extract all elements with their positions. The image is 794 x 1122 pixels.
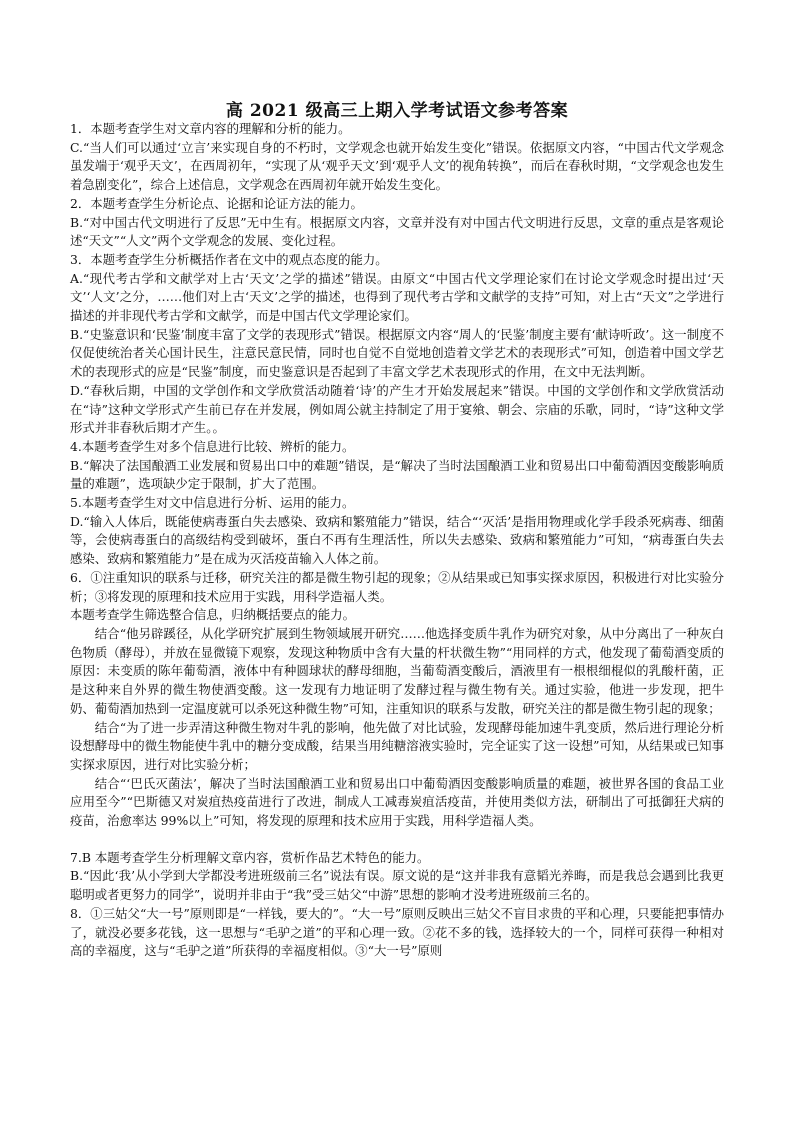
paragraph: 1．本题考查学生对文章内容的理解和分析的能力。	[70, 121, 351, 136]
paragraph: 5.本题考查学生对文中信息进行分析、运用的能力。	[70, 495, 355, 511]
paragraph: D.“输入人体后，既能使病毒蛋白失去感染、致病和繁殖能力”错误，结合“‘灭活’是指用物理或化学手段杀死病毒、细菌等，会使病毒蛋白的高级结构受到破坏，蛋白不再有生理活性，所以失去感染、致病和繁殖能力”可知，“病毒蛋白失去感染、致病和繁殖能力”是在成为灭活疫苗输入人体之前。	[70, 513, 724, 567]
paragraph: 4.本题考查学生对多个信息进行比较、辨析的能力。	[70, 438, 355, 454]
paragraph: 2．本题考查学生分析论点、论据和论证方法的能力。	[70, 195, 363, 211]
paragraph: B.“对中国古代文明进行了反思”无中生有。根据原文内容，文章并没有对中国古代文明进行反思，文章的重点是客观论述“天文”“人文”两个文学观念的发展、变化过程。	[70, 214, 724, 249]
indented-paragraph: 结合“‘巴氏灭菌法’，解决了当时法国酿酒工业和贸易出口中葡萄酒因变酸影响质量的难题，被世界各国的食品工业应用至今”“巴斯德又对炭疽热疫苗进行了改进，制成人工减毒炭疽活疫苗，并使用类似方法，研制出了可抵御狂犬病的疫苗，治愈率达 99%以上”可知，将发现的原理和技术应用于实践，用科学造福人类。	[70, 775, 724, 829]
paragraph: D.“春秋后期，中国的文学创作和文学欣赏活动随着‘诗’的产生才开始发展起来”错误。中国的文学创作和文学欣赏活动在“诗”这种文学形式产生前已存在并发展，例如周公就主持制定了用于宴飨、朝会、宗庙的乐歌，同时，“诗”这种文学形式并非春秋后期才产生。。	[70, 382, 724, 436]
indented-paragraph: 结合“为了进一步弄清这种微生物对牛乳的影响，他先做了对比试验，发现酵母能加速牛乳变质，然后进行理论分析设想酵母中的微生物能使牛乳中的糖分变成酸，结果当用纯糖溶液实验时，完全证实了这一设想”可知，从结果或已知事实探求原因，进行对比实验分析；	[70, 719, 724, 772]
paragraph: 本题考查学生筛选整合信息，归纳概括要点的能力。	[70, 607, 355, 623]
paragraph: A.“现代考古学和文献学对上古‘天文’之学的描述”错误。由原文“中国古代文学理论家们在讨论文学观念时提出过‘天文’‘人文’之分，……他们对上古‘天文’之学的描述，也得到了现代考古学和文献学的支持”可知，对上古“天文”之学进行描述的并非现代考古学和文献学，而是中国古代文学理论家们。	[70, 270, 724, 324]
paragraph: 7.B 本题考查学生分析理解文章内容，赏析作品艺术特色的能力。	[70, 849, 430, 865]
paragraph: B.“因此‘我’从小学到大学都没考进班级前三名”说法有误。原文说的是“这并非我有意韬光养晦，而是我总会遇到比我更聪明或者更努力的同学”，说明并非由于“我”受三姑父“中游”思想的影响才没考进班级前三名的。	[70, 868, 724, 903]
paragraph-gap	[70, 831, 724, 849]
paragraph: 8．①三姑父“大一号”原则即是“一样钱，要大的”。“大一号”原则反映出三姑父不盲目求贵的平和心理，只要能把事情办了，就没必要多花钱，这一思想与“毛驴之道”的平和心理一致。②花不多的钱，选择较大的一个，同样可获得一种相对高的幸福度，这与“毛驴之道”所获得的幸福度相似。③“大一号”原则	[70, 905, 724, 959]
paragraph: C.“当人们可以通过‘立言’来实现自身的不朽时，文学观念也就开始发生变化”错误。依据原文内容，“中国古代文学观念虽发端于‘观乎天文’，在西周初年，“实现了从‘观乎天文’到‘观乎人文’的视角转换”，而后在春秋时期，“文学观念也发生着急剧变化”，综合上述信息，文学观念在西周初年就开始发生变化。	[70, 139, 724, 193]
indented-paragraph: 结合“他另辟蹊径，从化学研究扩展到生物领域展开研究……他选择变质牛乳作为研究对象，从中分离出了一种灰白色物质（酵母），并放在显微镜下观察，发现这种物质中含有大量的杆状微生物”“用同样的方式，他发现了葡萄酒变质的原因：未变质的陈年葡萄酒，液体中有种圆球状的酵母细胞，当葡萄酒变酸后，酒液里有一根根细棍似的乳酸杆菌，正是这种来自外界的微生物使酒变酸。这一发现有力地证明了发酵过程与微生物有关。通过实验，他进一步发现，把牛奶、葡萄酒加热到一定温度就可以杀死这种微生物”可知，注重知识的联系与发散，研究关注的都是微生物引起的现象；	[70, 625, 724, 716]
paragraph: 3．本题考查学生分析概括作者在文中的观点态度的能力。	[70, 251, 388, 267]
answer-body	[70, 120, 724, 961]
paragraph: B.“史鉴意识和‘民鉴’制度丰富了文学的表现形式”错误。根据原文内容“周人的‘民鉴’制度主要有‘献诗听政’。这一制度不仅促使统治者关心国计民生，注意民意民情，同时也自觉不自觉地创造着文学艺术的表现形式”可知，创造着中国文学艺术的表现形式的应是“民鉴”制度，而史鉴意识是否起到了丰富文学艺术表现形式的作用，在文中无法判断。	[70, 326, 724, 380]
paragraph: 6．①注重知识的联系与迁移，研究关注的都是微生物引起的现象；②从结果或已知事实探求原因，积极进行对比实验分析；③将发现的原理和技术应用于实践，用科学造福人类。	[70, 569, 724, 604]
paragraph: B.“解决了法国酿酒工业发展和贸易出口中的难题”错误，是“解决了当时法国酿酒工业和贸易出口中葡萄酒因变酸影响质量的难题”，选项缺少定于限制，扩大了范围。	[70, 457, 724, 492]
page-title: 高 2021 级高三上期入学考试语文参考答案	[225, 101, 569, 121]
